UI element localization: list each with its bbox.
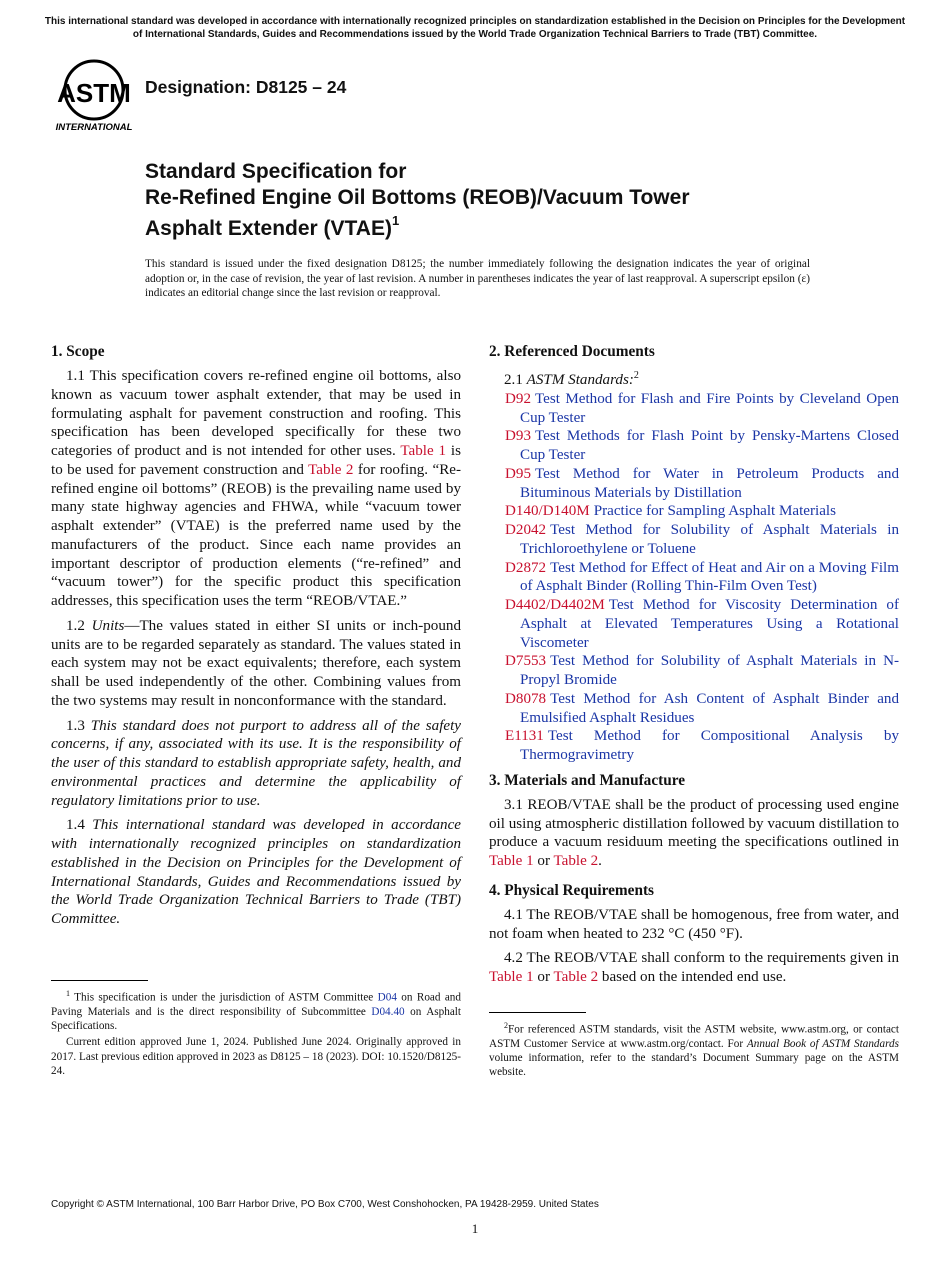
reference-code[interactable]: D95 <box>505 465 531 482</box>
svg-text:ASTM: ASTM <box>57 78 131 108</box>
section-heading-referenced-documents: 2. Referenced Documents <box>489 343 655 360</box>
reference-item[interactable] <box>489 652 899 690</box>
reference-code[interactable]: D140/D140M <box>505 503 590 520</box>
reference-code[interactable]: D7553 <box>505 653 547 670</box>
table-1-link[interactable]: Table 1 <box>400 443 447 459</box>
reference-item[interactable] <box>489 690 899 728</box>
scope-paragraph-1-3: 1.3 This standard does not purport to address all of the safety concerns, if any, associated with its use. It is the responsibility of the user of this standard to establish appropriate safety, health, and environmental practices and determine the applicability of regulatory limitations prior to use. <box>51 717 461 809</box>
reference-title[interactable]: Test Method for Flash and Fire Points by Cleveland Open Cup Tester <box>520 390 899 426</box>
physical-paragraph-4-1: 4.1 The REOB/VTAE shall be homogenous, free from water, and not foam when heated to 232 °C (450 °F). <box>489 906 899 942</box>
title-footnote-mark: 1 <box>391 213 400 228</box>
scope-paragraph-1-2: 1.2 Units—The values stated in either SI units or inch-pound units are to be regarded separately as standard. The values stated in each system may not be exact equivalents; therefore, each system shall be used independently of the other. Combining values from the two systems may result in nonconformance with the standard. <box>51 617 461 709</box>
reference-item[interactable] <box>489 521 899 559</box>
reference-item[interactable] <box>489 502 899 521</box>
scope-paragraph-1-4: 1.4 This international standard was developed in accordance with internationally recognized principles on standardization established in the Decision on Principles for the Development of International Standards, Guides and Recommendations issued by the World Trade Organization Technical Barriers to Trade (TBT) Committee. <box>51 817 461 927</box>
reference-code[interactable]: D2042 <box>505 522 547 539</box>
footnote-divider <box>51 980 148 981</box>
reference-item[interactable] <box>489 427 899 465</box>
title-line-2: Re-Refined Engine Oil Bottoms (REOB)/Vacuum Tower <box>145 185 690 209</box>
reference-item[interactable] <box>489 596 899 652</box>
footnote-divider <box>489 1012 586 1013</box>
reference-title[interactable]: Test Method for Water in Petroleum Products and Bituminous Materials by Distillation <box>520 465 899 501</box>
reference-title[interactable]: Test Method for Solubility of Asphalt Materials in Trichloroethylene or Toluene <box>520 522 899 557</box>
left-column <box>51 342 461 935</box>
designation: Designation: D8125 – 24 <box>145 77 347 97</box>
footnote-1-text: $^1$ This specification is under the jurisdiction of ASTM Committee D04 on Road and Paving Materials and is the direct responsibility of Subcommittee D04.40 on Asphalt Specifications. <box>51 989 462 1033</box>
reference-code[interactable]: D8078 <box>505 690 547 707</box>
reference-code[interactable]: E1131 <box>505 728 544 745</box>
reference-title[interactable]: Test Method for Ash Content of Asphalt Binder and Emulsified Asphalt Residues <box>520 690 899 726</box>
page-number: 1 <box>471 1221 479 1236</box>
materials-paragraph-3-1: 3.1 REOB/VTAE shall be the product of processing used engine oil using atmospheric distillation followed by vacuum distillation to produce a vacuum residuum meeting the specifications outlined in Table 1 or Table 2. <box>489 796 900 870</box>
reference-title[interactable]: Test Method for Effect of Heat and Air on a Moving Film of Asphalt Binder (Rolling Thin-Film Oven Test) <box>520 559 899 595</box>
edition-note: Current edition approved June 1, 2024. Published June 2024. Originally approved in 2017. Last previous edition approved in 2023 as D8125 – 18 (2023). DOI: 10.1520/D8125-24. <box>51 1036 461 1077</box>
reference-item[interactable] <box>489 559 899 597</box>
table-2-link[interactable]: Table 2 <box>308 461 354 478</box>
footnote-1 <box>51 980 461 1080</box>
svg-text:INTERNATIONAL: INTERNATIONAL <box>55 122 133 132</box>
table-2-link[interactable]: Table 2 <box>553 969 599 986</box>
astm-logo <box>52 58 136 132</box>
title-line-3: Asphalt Extender (VTAE)$^1$ <box>145 213 400 240</box>
table-1-link[interactable]: Table 1 <box>489 853 534 870</box>
copyright-notice: Copyright © ASTM International, 100 Barr Harbor Drive, PO Box C700, West Conshohocken, PA 19428-2959. United States <box>51 1199 599 1210</box>
scope-paragraph-1-1: 1.1 This specification covers re-refined engine oil bottoms, also known as vacuum tower asphalt extender, that may be used in formulating asphalt for pavement construction and roofing. This specification has been developed specifically for these two categories of product and is not intended for other uses. Table 1 is to be used for pavement construction and Table 2 for roofing. “Re-refined engine oil bottoms” (REOB) is the prevailing name used by many state highway agencies and FHWA, while “vacuum tower asphalt extender” (VTAE) is the preferred name used by the manufacturers of the product. Since each name provides an important descriptor of production elements (“re-refined” and “vacuum tower”) for the specific product this specification addresses, this specification uses the term “REOB/VTAE.” <box>51 368 461 609</box>
tbt-banner: This international standard was developed in accordance with internationally recognized principles on standardization established in the Decision on Principles for the Development of International Standards, Guides and Recommendations issued by the World Trade Organization Technical Barriers to Trade (TBT) Committee. <box>44 16 906 40</box>
footnote-2-text: $^2$For referenced ASTM standards, visit the ASTM website, www.astm.org, or contact ASTM Customer Service at www.astm.org/contact. For Annual Book of ASTM Standards volume information, refer to the standard’s Document Summary page on the ASTM website. <box>489 1021 899 1079</box>
reference-title[interactable]: Test Method for Viscosity Determination of Asphalt at Elevated Temperatures Using a Rotational Viscometer <box>520 597 899 651</box>
reference-item[interactable] <box>489 465 899 503</box>
reference-item[interactable] <box>489 727 899 765</box>
reference-title[interactable]: Practice for Sampling Asphalt Materials <box>593 503 836 520</box>
table-1-link[interactable]: Table 1 <box>489 969 534 986</box>
reference-title[interactable]: Test Method for Solubility of Asphalt Materials in N-Propyl Bromide <box>520 653 899 689</box>
footnote-2 <box>489 1012 899 1082</box>
section-heading-materials: 3. Materials and Manufacture <box>489 771 686 789</box>
physical-paragraph-4-2: 4.2 The REOB/VTAE shall conform to the requirements given in Table 1 or Table 2 based on the intended end use. <box>489 950 899 986</box>
reference-title[interactable]: Test Method for Compositional Analysis by Thermogravimetry <box>520 728 899 764</box>
reference-code[interactable]: D4402/D4402M <box>505 597 605 614</box>
section-heading-scope: 1. Scope <box>51 343 105 360</box>
right-column <box>489 342 899 993</box>
issuance-note: This standard is issued under the fixed designation D8125; the number immediately following the designation indicates the year of original adoption or, in the case of revision, the year of last revision. A number in parentheses indicates the year of last reapproval. A superscript epsilon (ε) indicates an editorial change since the last revision or reapproval. <box>145 258 810 300</box>
reference-code[interactable]: D92 <box>505 390 531 407</box>
reference-item[interactable] <box>489 390 899 428</box>
subcommittee-link[interactable]: D04.40 <box>371 1005 405 1018</box>
document-title <box>145 159 845 242</box>
reference-code[interactable]: D2872 <box>505 559 547 576</box>
section-heading-physical: 4. Physical Requirements <box>489 881 655 899</box>
committee-link[interactable]: D04 <box>377 991 397 1004</box>
reference-code[interactable]: D93 <box>505 428 531 445</box>
table-2-link[interactable]: Table 2 <box>553 853 599 870</box>
title-line-1: Standard Specification for <box>145 160 407 183</box>
referenced-documents-list <box>489 367 899 765</box>
reference-title[interactable]: Test Methods for Flash Point by Pensky-Martens Closed Cup Tester <box>520 428 899 464</box>
astm-standards-subheading: 2.1 ASTM Standards:$^2$ <box>504 370 639 389</box>
